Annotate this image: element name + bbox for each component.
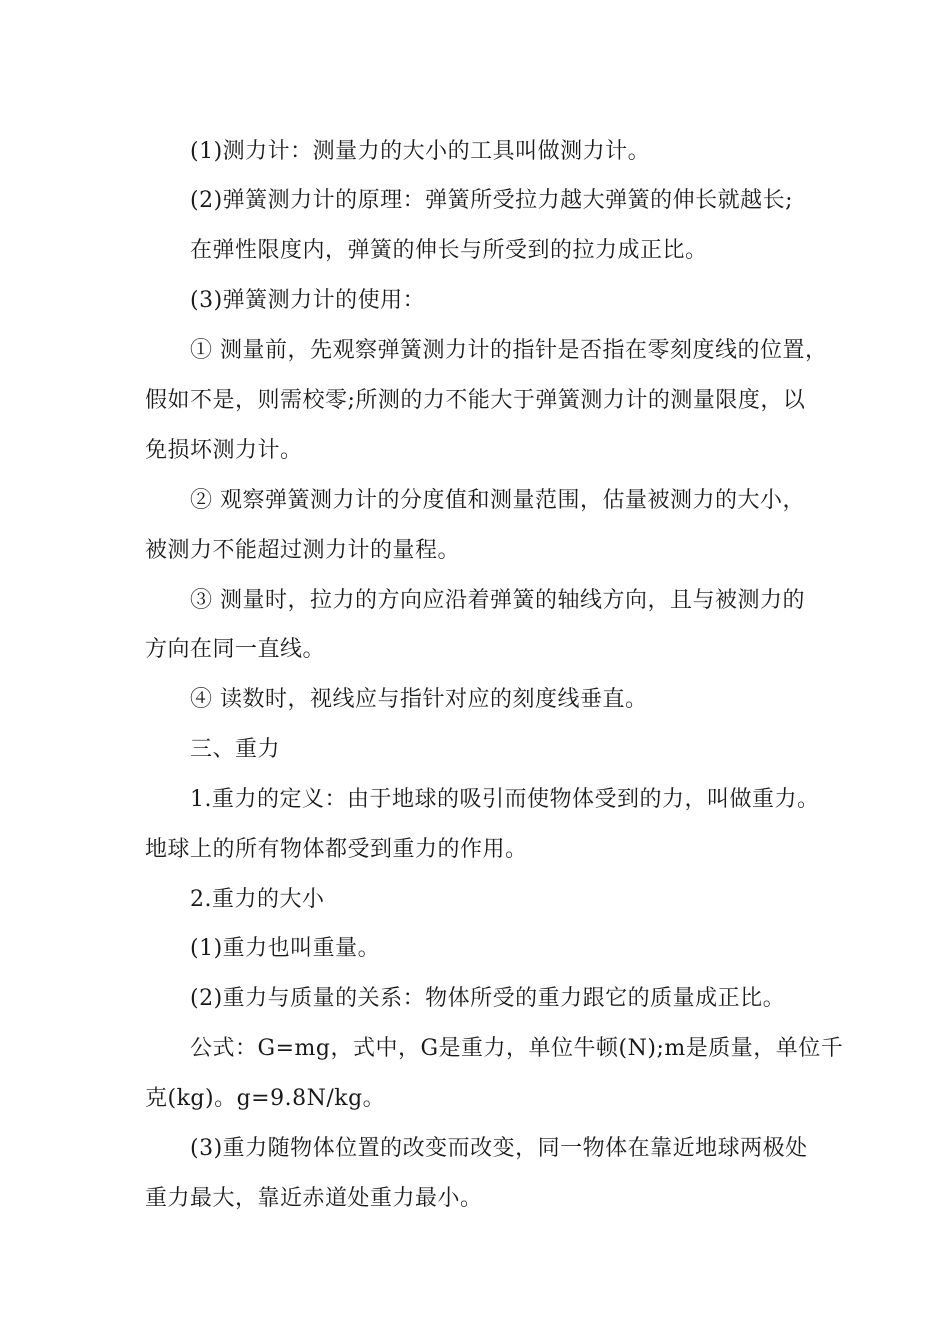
paragraph-line: ④ 读数时，视线应与指针对应的刻度线垂直。 [190,687,648,712]
paragraph-line: 免损坏测力计。 [145,438,303,463]
paragraph-line: ① 测量前，先观察弹簧测力计的指针是否指在零刻度线的位置， [190,338,828,363]
formula-line: 克(kg)。g=9.8N/kg。 [145,1086,386,1111]
paragraph-line: 被测力不能超过测力计的量程。 [145,538,461,563]
paragraph-line: (3)弹簧测力计的使用： [190,288,426,313]
section-heading: 三、重力 [190,737,281,762]
subsection-heading: 2.重力的大小 [190,887,325,912]
paragraph-line: ② 观察弹簧测力计的分度值和测量范围，估量被测力的大小， [190,488,805,513]
paragraph-line: 重力最大，靠近赤道处重力最小。 [145,1186,483,1211]
paragraph-line: 1.重力的定义：由于地球的吸引而使物体受到的力，叫做重力。 [190,787,820,812]
paragraph-line: (3)重力随物体位置的改变而改变，同一物体在靠近地球两极处 [190,1136,808,1161]
paragraph-line: (1)重力也叫重量。 [190,936,381,961]
paragraph-line: 方向在同一直线。 [145,637,326,662]
paragraph-line: 在弹性限度内，弹簧的伸长与所受到的拉力成正比。 [190,238,708,263]
paragraph-line: 地球上的所有物体都受到重力的作用。 [145,837,528,862]
paragraph-line: (2)弹簧测力计的原理：弹簧所受拉力越大弹簧的伸长就越长; [190,188,794,213]
paragraph-line: ③ 测量时，拉力的方向应沿着弹簧的轴线方向，且与被测力的 [190,588,805,613]
paragraph-line: (1)测力计：测量力的大小的工具叫做测力计。 [190,139,651,164]
paragraph-line: 假如不是，则需校零;所测的力不能大于弹簧测力计的测量限度，以 [145,388,806,413]
formula-line: 公式：G=mg，式中，G是重力，单位牛顿(N);m是质量，单位千 [190,1036,844,1061]
paragraph-line: (2)重力与质量的关系：物体所受的重力跟它的质量成正比。 [190,986,786,1011]
